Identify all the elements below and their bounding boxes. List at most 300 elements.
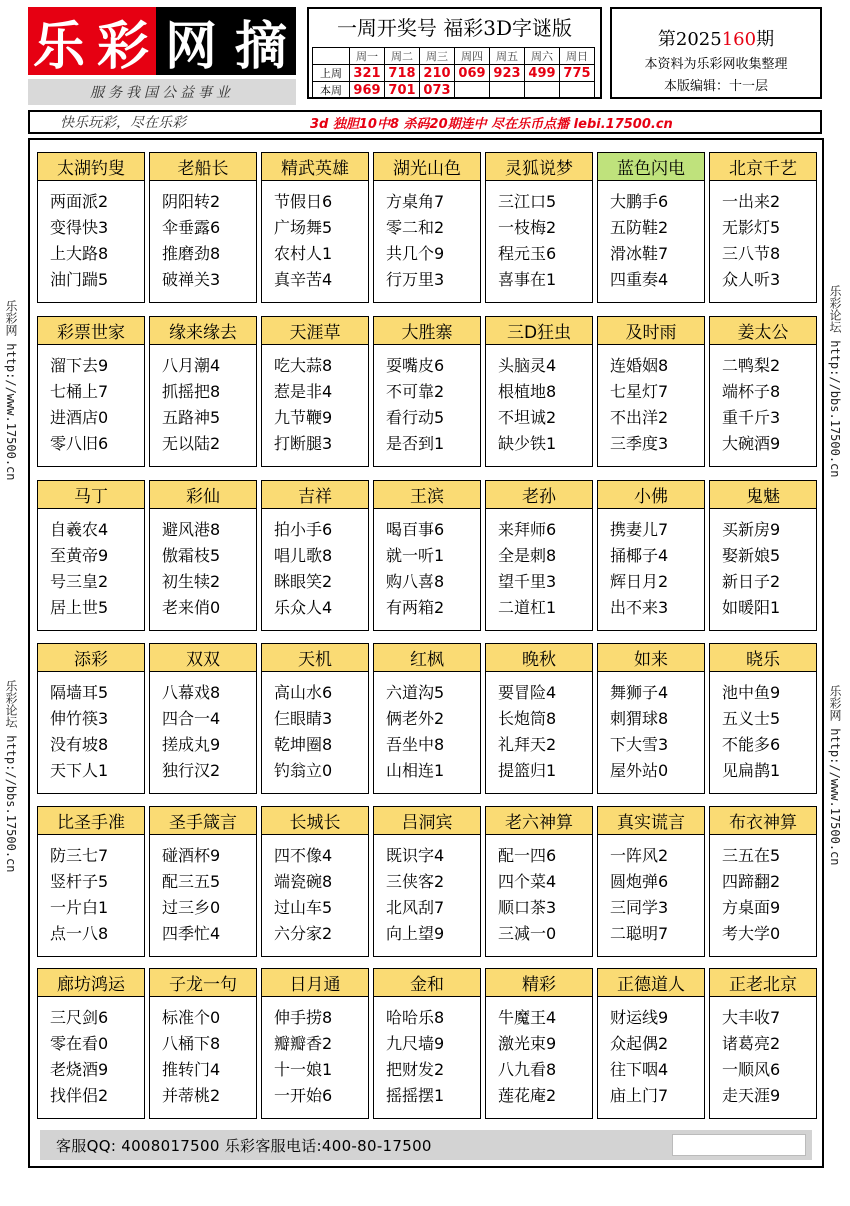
riddle-line: 圆炮弹6 (610, 872, 669, 891)
riddle-card-lines (162, 1005, 220, 1109)
riddle-card-title: 正老北京 (710, 969, 816, 997)
footer-blank-box (672, 1134, 806, 1156)
riddle-line: 八九看8 (498, 1060, 557, 1079)
riddle-card (37, 316, 145, 467)
riddle-card-title: 天涯草 (262, 317, 368, 345)
riddle-line: 配三五5 (162, 872, 221, 891)
riddle-card-lines (162, 680, 220, 784)
row-label: 上周 (313, 65, 350, 82)
draw-number: 321 (350, 65, 385, 82)
riddle-line: 独行汉2 (162, 761, 221, 780)
riddle-card-lines (50, 517, 108, 621)
riddle-line: 碰酒杯9 (162, 846, 221, 865)
riddle-card-lines (274, 189, 332, 293)
weekly-draw-title: 一周开奖号 福彩3D字谜版 (336, 15, 573, 40)
riddle-line: 过山车5 (274, 898, 333, 917)
riddle-line: 进酒店0 (50, 408, 109, 427)
riddle-card-lines (722, 189, 780, 293)
riddle-line: 防三七7 (50, 846, 109, 865)
riddle-line: 五防鞋2 (610, 218, 669, 237)
riddle-card (485, 968, 593, 1119)
riddle-line: 把财发2 (386, 1060, 445, 1079)
riddle-card (149, 316, 257, 467)
riddle-card (373, 968, 481, 1119)
riddle-card-lines (610, 1005, 668, 1109)
riddle-card (149, 480, 257, 631)
riddle-line: 一片白1 (50, 898, 109, 917)
riddle-line: 五义士5 (722, 709, 781, 728)
riddle-card (149, 152, 257, 303)
riddle-card (261, 643, 369, 794)
riddle-card (149, 806, 257, 957)
riddle-line: 零在看0 (50, 1034, 109, 1053)
logo-char-3: 网 (156, 7, 226, 75)
side-text-right-top: 乐彩论坛 http://bbs.17500.cn (828, 285, 842, 478)
riddle-card (709, 968, 817, 1119)
side-text-left-top: 乐彩网 http://www.17500.cn (4, 300, 18, 481)
riddle-line: 娶新娘5 (722, 546, 781, 565)
riddle-line: 牛魔王4 (498, 1008, 557, 1027)
riddle-line: 新日子2 (722, 572, 781, 591)
day-header: 周五 (490, 48, 525, 65)
riddle-line: 喝百事6 (386, 520, 445, 539)
riddle-line: 程元玉6 (498, 244, 557, 263)
riddle-card-lines (162, 189, 220, 293)
riddle-line: 不可靠2 (386, 382, 445, 401)
riddle-card-lines (386, 189, 444, 293)
riddle-card-title: 湖光山色 (374, 153, 480, 181)
weekly-draw-header-row (313, 48, 595, 65)
riddle-line: 不坦诚2 (498, 408, 557, 427)
riddle-line: 根植地8 (498, 382, 557, 401)
draw-number (560, 82, 595, 99)
riddle-line: 真辛苦4 (274, 270, 333, 289)
riddle-card-lines (610, 680, 668, 784)
riddle-card (373, 806, 481, 957)
riddle-card-lines (610, 843, 668, 947)
draw-number: 499 (525, 65, 560, 82)
riddle-card-lines (498, 1005, 556, 1109)
weekly-draw-box (307, 7, 602, 99)
riddle-card-title: 彩仙 (150, 481, 256, 509)
riddle-line: 池中鱼9 (722, 683, 781, 702)
banner-promo-link[interactable]: 3d 独胆10中8 杀码20期连中 尽在乐币点播 lebi.17500.cn (310, 116, 673, 132)
riddle-line: 四季忙4 (162, 924, 221, 943)
riddle-line: 广场舞5 (274, 218, 333, 237)
riddle-line: 搓成丸9 (162, 735, 221, 754)
riddle-card-lines (498, 680, 556, 784)
riddle-line: 零二和2 (386, 218, 445, 237)
riddle-line: 不出洋2 (610, 408, 669, 427)
riddle-line: 找伴侣2 (50, 1086, 109, 1105)
riddle-line: 居上世5 (50, 598, 109, 617)
riddle-card (149, 643, 257, 794)
riddle-line: 诸葛亮2 (722, 1034, 781, 1053)
riddle-line: 号三皇2 (50, 572, 109, 591)
riddle-card-title: 子龙一句 (150, 969, 256, 997)
riddle-card-title: 太湖钓叟 (38, 153, 144, 181)
riddle-card-lines (162, 517, 220, 621)
riddle-line: 方桌面9 (722, 898, 781, 917)
riddle-line: 顺口茶3 (498, 898, 557, 917)
riddle-line: 九节鞭9 (274, 408, 333, 427)
riddle-card-title: 小佛 (598, 481, 704, 509)
riddle-line: 吃大蒜8 (274, 356, 333, 375)
riddle-line: 大鹏手6 (610, 192, 669, 211)
riddle-card (597, 643, 705, 794)
riddle-line: 一开始6 (274, 1086, 333, 1105)
riddle-line: 惹是非4 (274, 382, 333, 401)
riddle-card-title: 老船长 (150, 153, 256, 181)
riddle-line: 变得快3 (50, 218, 109, 237)
issue-number (612, 25, 820, 51)
riddle-line: 三同学3 (610, 898, 669, 917)
riddle-card-lines (386, 1005, 444, 1109)
riddle-card-title: 北京千艺 (710, 153, 816, 181)
riddle-line: 阴阳转2 (162, 192, 221, 211)
riddle-card-title: 布衣神算 (710, 807, 816, 835)
riddle-card-lines (386, 680, 444, 784)
day-header: 周三 (420, 48, 455, 65)
riddle-line: 连婚姻8 (610, 356, 669, 375)
riddle-line: 四蹄翻2 (722, 872, 781, 891)
riddle-line: 钓翁立0 (274, 761, 333, 780)
riddle-card (149, 968, 257, 1119)
logo-char-1: 乐 (28, 7, 90, 75)
riddle-card (373, 316, 481, 467)
riddle-card-title: 及时雨 (598, 317, 704, 345)
riddle-line: 舞狮子4 (610, 683, 669, 702)
riddle-card-lines (274, 517, 332, 621)
riddle-line: 避风港8 (162, 520, 221, 539)
riddle-line: 天下人1 (50, 761, 109, 780)
draw-number (455, 82, 490, 99)
riddle-line: 油门踹5 (50, 270, 109, 289)
riddle-line: 竖杆子5 (50, 872, 109, 891)
riddle-card-title: 吉祥 (262, 481, 368, 509)
riddle-line: 如暖阳1 (722, 598, 781, 617)
riddle-line: 三减一0 (498, 924, 557, 943)
riddle-card-lines (722, 680, 780, 784)
riddle-card-lines (386, 843, 444, 947)
riddle-card-title: 金和 (374, 969, 480, 997)
riddle-card (485, 480, 593, 631)
issue-box (610, 7, 822, 99)
weekly-draw-row-this-week (313, 82, 595, 99)
riddle-line: 六道沟5 (386, 683, 445, 702)
day-header: 周四 (455, 48, 490, 65)
riddle-card-title: 蓝色闪电 (598, 153, 704, 181)
riddle-card-title: 大胜寨 (374, 317, 480, 345)
riddle-line: 没有坡8 (50, 735, 109, 754)
logo-wordmark (28, 7, 296, 75)
draw-number: 069 (455, 65, 490, 82)
riddle-line: 推转门4 (162, 1060, 221, 1079)
riddle-line: 老来俏0 (162, 598, 221, 617)
riddle-card-lines (722, 1005, 780, 1109)
riddle-card-title: 廊坊鸿运 (38, 969, 144, 997)
riddle-line: 一枝梅2 (498, 218, 557, 237)
riddle-card (373, 152, 481, 303)
riddle-line: 两面派2 (50, 192, 109, 211)
riddle-card-title: 吕洞宾 (374, 807, 480, 835)
riddle-card (709, 152, 817, 303)
riddle-card (485, 806, 593, 957)
riddle-line: 是否到1 (386, 434, 445, 453)
riddle-line: 端杯子8 (722, 382, 781, 401)
riddle-line: 打断腿3 (274, 434, 333, 453)
riddle-card-title: 晚秋 (486, 644, 592, 672)
riddle-line: 缺少铁1 (498, 434, 557, 453)
riddle-card (597, 152, 705, 303)
row-label: 本周 (313, 82, 350, 99)
riddle-card-title: 日月通 (262, 969, 368, 997)
riddle-line: 至黄帝9 (50, 546, 109, 565)
draw-number: 701 (385, 82, 420, 99)
draw-number: 073 (420, 82, 455, 99)
riddle-card (485, 316, 593, 467)
riddle-card (37, 806, 145, 957)
riddle-card-title: 精武英雄 (262, 153, 368, 181)
issue-number-value: 160 (721, 29, 757, 50)
riddle-line: 财运线9 (610, 1008, 669, 1027)
riddle-line: 要冒险4 (498, 683, 557, 702)
riddle-card-title: 精彩 (486, 969, 592, 997)
riddle-line: 购八喜8 (386, 572, 445, 591)
riddle-line: 三江口5 (498, 192, 557, 211)
riddle-card-title: 姜太公 (710, 317, 816, 345)
riddle-card-lines (498, 353, 556, 457)
riddle-line: 标准个0 (162, 1008, 221, 1027)
riddle-line: 三季度3 (610, 434, 669, 453)
riddle-line: 买新房9 (722, 520, 781, 539)
riddle-line: 头脑灵4 (498, 356, 557, 375)
riddle-line: 喜事在1 (498, 270, 557, 289)
riddle-line: 初生犊2 (162, 572, 221, 591)
riddle-line: 隔墙耳5 (50, 683, 109, 702)
day-header: 周二 (385, 48, 420, 65)
riddle-card-lines (722, 353, 780, 457)
riddle-line: 一出来2 (722, 192, 781, 211)
riddle-line: 瓣瓣香2 (274, 1034, 333, 1053)
corner-cell (313, 48, 350, 65)
riddle-card-lines (386, 517, 444, 621)
riddle-line: 八幕戏8 (162, 683, 221, 702)
day-header: 周六 (525, 48, 560, 65)
riddle-card-lines (274, 353, 332, 457)
riddle-card-lines (50, 189, 108, 293)
riddle-line: 耍嘴皮6 (386, 356, 445, 375)
riddle-line: 无以陆2 (162, 434, 221, 453)
riddle-line: 大碗酒9 (722, 434, 781, 453)
riddle-line: 众人听3 (722, 270, 781, 289)
weekly-draw-row-last-week (313, 65, 595, 82)
riddle-line: 山相连1 (386, 761, 445, 780)
riddle-card (37, 152, 145, 303)
riddle-card-title: 双双 (150, 644, 256, 672)
riddle-card-lines (498, 843, 556, 947)
side-text-right-bottom: 乐彩网 http://www.17500.cn (828, 685, 842, 866)
riddle-line: 就一听1 (386, 546, 445, 565)
riddle-line: 老烧酒9 (50, 1060, 109, 1079)
riddle-card-title: 红枫 (374, 644, 480, 672)
riddle-card-lines (610, 189, 668, 293)
riddle-card-title: 如来 (598, 644, 704, 672)
riddle-card (709, 643, 817, 794)
draw-number: 969 (350, 82, 385, 99)
riddle-line: 十一娘1 (274, 1060, 333, 1079)
riddle-line: 出不来3 (610, 598, 669, 617)
riddle-line: 抓摇把8 (162, 382, 221, 401)
riddle-card-lines (498, 189, 556, 293)
riddle-line: 屋外站0 (610, 761, 669, 780)
riddle-line: 四合一4 (162, 709, 221, 728)
riddle-card-lines (50, 680, 108, 784)
riddle-card-title: 老孙 (486, 481, 592, 509)
riddle-line: 激光束9 (498, 1034, 557, 1053)
slogan: 服务我国公益事业 (28, 79, 296, 105)
draw-number: 718 (385, 65, 420, 82)
riddle-line: 上大路8 (50, 244, 109, 263)
riddle-line: 二鸭梨2 (722, 356, 781, 375)
draw-number: 210 (420, 65, 455, 82)
issue-note: 本资料为乐彩网收集整理 (644, 57, 788, 72)
riddle-card-lines (722, 843, 780, 947)
riddle-line: 并蒂桃2 (162, 1086, 221, 1105)
riddle-card-title: 晓乐 (710, 644, 816, 672)
riddle-line: 端瓷碗8 (274, 872, 333, 891)
riddle-card-title: 三D狂虫 (486, 317, 592, 345)
riddle-card-lines (386, 353, 444, 457)
riddle-line: 莲花庵2 (498, 1086, 557, 1105)
draw-number: 923 (490, 65, 525, 82)
riddle-card-lines (610, 353, 668, 457)
riddle-line: 既识字4 (386, 846, 445, 865)
riddle-card-lines (162, 353, 220, 457)
riddle-line: 长炮筒8 (498, 709, 557, 728)
riddle-line: 破禅关3 (162, 270, 221, 289)
riddle-card (37, 480, 145, 631)
riddle-line: 拍小手6 (274, 520, 333, 539)
riddle-line: 三八节8 (722, 244, 781, 263)
riddle-line: 见扁鹊1 (722, 761, 781, 780)
riddle-card-lines (274, 1005, 332, 1109)
riddle-card (261, 480, 369, 631)
riddle-line: 农村人1 (274, 244, 333, 263)
issue-editor: 本版编辑：十一层 (663, 79, 768, 94)
riddle-card (485, 643, 593, 794)
riddle-card (597, 316, 705, 467)
riddle-card (261, 152, 369, 303)
riddle-line: 四不像4 (274, 846, 333, 865)
riddle-line: 方桌角7 (386, 192, 445, 211)
day-header: 周一 (350, 48, 385, 65)
riddle-line: 吾坐中8 (386, 735, 445, 754)
riddle-line: 九尺墙9 (386, 1034, 445, 1053)
riddle-line: 乾坤圈8 (274, 735, 333, 754)
riddle-line: 伸手捞8 (274, 1008, 333, 1027)
riddle-line: 仨眼睛3 (274, 709, 333, 728)
riddle-card-title: 灵狐说梦 (486, 153, 592, 181)
riddle-card (261, 806, 369, 957)
riddle-line: 六分家2 (274, 924, 333, 943)
riddle-card-title: 比圣手准 (38, 807, 144, 835)
riddle-card (373, 643, 481, 794)
riddle-line: 八桶下8 (162, 1034, 221, 1053)
riddle-line: 零八旧6 (50, 434, 109, 453)
riddle-card-lines (50, 1005, 108, 1109)
riddle-line: 庙上门7 (610, 1086, 669, 1105)
logo-char-4: 摘 (226, 7, 296, 75)
riddle-line: 节假日6 (274, 192, 333, 211)
riddle-card (597, 806, 705, 957)
riddle-line: 望千里3 (498, 572, 557, 591)
riddle-card (37, 643, 145, 794)
riddle-line: 高山水6 (274, 683, 333, 702)
riddle-line: 提篮归1 (498, 761, 557, 780)
riddle-line: 一顺风6 (722, 1060, 781, 1079)
riddle-line: 配一四6 (498, 846, 557, 865)
riddle-line: 二聪明7 (610, 924, 669, 943)
riddle-card-lines (162, 843, 220, 947)
riddle-line: 看行动5 (386, 408, 445, 427)
riddle-line: 重千斤3 (722, 408, 781, 427)
riddle-card (709, 806, 817, 957)
riddle-line: 自羲农4 (50, 520, 109, 539)
riddle-card-lines (274, 843, 332, 947)
riddle-line: 伸竹筷3 (50, 709, 109, 728)
riddle-line: 傲霜枝5 (162, 546, 221, 565)
riddle-line: 一阵风2 (610, 846, 669, 865)
riddle-line: 七星灯7 (610, 382, 669, 401)
riddle-card-title: 长城长 (262, 807, 368, 835)
riddle-line: 五路神5 (162, 408, 221, 427)
riddle-card (597, 480, 705, 631)
riddle-card-lines (274, 680, 332, 784)
riddle-line: 刺猬球8 (610, 709, 669, 728)
riddle-line: 往下咽4 (610, 1060, 669, 1079)
riddle-line: 有两箱2 (386, 598, 445, 617)
riddle-line: 考大学0 (722, 924, 781, 943)
riddle-line: 四个菜4 (498, 872, 557, 891)
banner-slogan: 快乐玩彩，尽在乐彩 (60, 115, 186, 131)
riddle-line: 共几个9 (386, 244, 445, 263)
riddle-line: 辉日月2 (610, 572, 669, 591)
riddle-card-title: 正德道人 (598, 969, 704, 997)
riddle-card-title: 天机 (262, 644, 368, 672)
draw-number: 775 (560, 65, 595, 82)
riddle-line: 滑冰鞋7 (610, 244, 669, 263)
riddle-card (709, 316, 817, 467)
riddle-line: 走天涯9 (722, 1086, 781, 1105)
riddle-line: 不能多6 (722, 735, 781, 754)
riddle-line: 下大雪3 (610, 735, 669, 754)
riddle-line: 携妻儿7 (610, 520, 669, 539)
riddle-card-title: 鬼魅 (710, 481, 816, 509)
logo (28, 7, 296, 103)
footer-bar (40, 1130, 812, 1160)
riddle-card-title: 老六神算 (486, 807, 592, 835)
riddle-line: 四重奏4 (610, 270, 669, 289)
riddle-card-title: 彩票世家 (38, 317, 144, 345)
issue-prefix: 第2025 (657, 29, 722, 50)
logo-char-2: 彩 (90, 7, 156, 75)
riddle-line: 众起偶2 (610, 1034, 669, 1053)
riddle-line: 无影灯5 (722, 218, 781, 237)
riddle-line: 点一八8 (50, 924, 109, 943)
riddle-card (485, 152, 593, 303)
riddle-card (261, 316, 369, 467)
